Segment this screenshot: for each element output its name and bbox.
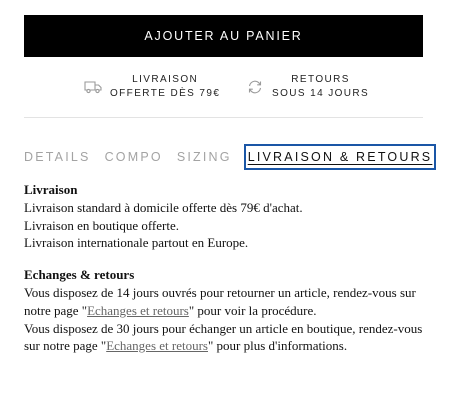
divider bbox=[24, 117, 423, 118]
returns-paragraph-2 bbox=[24, 320, 429, 356]
returns-page-link[interactable]: Echanges et retours bbox=[87, 302, 189, 318]
tab-panel-livraison-retours bbox=[24, 181, 429, 355]
returns-p1-text-before: Vous disposez de 14 jours ouvrés pour retourner un article, rendez-vous sur notre page " bbox=[24, 284, 416, 318]
perk-delivery-line1: LIVRAISON bbox=[132, 74, 199, 85]
product-info-tabs bbox=[24, 145, 434, 169]
refresh-icon bbox=[246, 80, 264, 94]
exchanges-page-link[interactable]: Echanges et retours bbox=[106, 338, 208, 354]
free-delivery-perk bbox=[84, 73, 220, 101]
truck-icon bbox=[84, 80, 102, 94]
returns-perk bbox=[246, 73, 369, 101]
delivery-section bbox=[24, 181, 429, 252]
perk-returns-line1: RETOURS bbox=[291, 74, 350, 85]
delivery-line-international: Livraison internationale partout en Europe. bbox=[24, 235, 249, 251]
tab-livraison-retours[interactable]: LIVRAISON & RETOURS bbox=[246, 146, 435, 168]
returns-title: Echanges & retours bbox=[24, 267, 135, 283]
delivery-line-standard: Livraison standard à domicile offerte dès 79€ d'achat. bbox=[24, 199, 303, 215]
returns-p2-text-before: Vous disposez de 30 jours pour échanger un article en boutique, rendez-vous sur notre page " bbox=[24, 320, 423, 354]
returns-p2-text-after: " pour plus d'informations. bbox=[208, 338, 348, 354]
tab-sizing[interactable]: SIZING bbox=[176, 150, 232, 164]
tab-compo[interactable]: COMPO bbox=[104, 150, 163, 164]
delivery-title: Livraison bbox=[24, 182, 78, 197]
delivery-line-store: Livraison en boutique offerte. bbox=[24, 217, 179, 233]
tab-details[interactable]: DETAILS bbox=[24, 150, 91, 164]
returns-p1-text-after: " pour voir la procédure. bbox=[188, 302, 317, 318]
perk-delivery-line2: OFFERTE DÈS 79€ bbox=[110, 88, 221, 99]
perk-returns-line2: SOUS 14 JOURS bbox=[272, 88, 370, 99]
add-to-cart-button[interactable]: AJOUTER AU PANIER bbox=[24, 15, 423, 57]
returns-section bbox=[24, 266, 429, 355]
returns-paragraph-1 bbox=[24, 284, 429, 320]
